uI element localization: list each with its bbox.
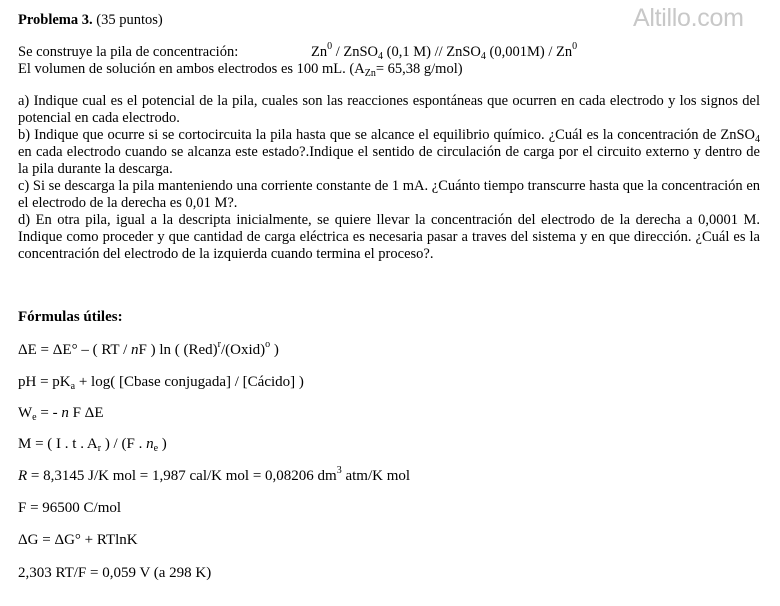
f5-b: atm/K mol: [341, 468, 411, 484]
f1-d: ): [270, 342, 279, 358]
problem-header: [18, 12, 163, 29]
problem-questions: [18, 93, 760, 263]
formula-nernst-constant: 2,303 RT/F = 0,059 V (a 298 K): [18, 565, 212, 581]
cell-s2-sub: 4: [480, 51, 486, 62]
f5-r: R: [18, 468, 28, 484]
f5-sup: 3: [336, 465, 342, 476]
f3-a: W: [18, 405, 33, 421]
question-b-sub: 4: [755, 134, 760, 145]
cell-zn2-sup: 0: [572, 41, 578, 52]
cell-s1-conc: (0,1 M) // ZnSO: [383, 44, 481, 60]
intro-volume: El volumen de solución en ambos electrodos es 100 mL. (A: [18, 61, 365, 77]
cell-notation: [311, 41, 578, 62]
problem-points: (35 puntos): [96, 12, 163, 28]
intro-line-2: [18, 61, 763, 78]
f3-c: F ΔE: [68, 405, 104, 421]
intro-zn-sub: Zn: [364, 68, 376, 79]
f4-sub2: e: [153, 443, 159, 454]
f4-a: M = ( I . t . A: [18, 436, 98, 452]
f1-a: ΔE = ΔE° – ( RT /: [18, 342, 131, 358]
formula-gibbs: ΔG = ΔG° + RTlnK: [18, 532, 138, 548]
formula-nernst: [18, 339, 279, 359]
f2-a: pH = pK: [18, 374, 71, 390]
f1-n: n: [130, 342, 139, 358]
question-b-part1: b) Indique que ocurre si se cortocircuita la pila hasta que se alcance el equilibrio químico. ¿Cuál es la concentración de ZnSO: [18, 127, 755, 143]
question-c: c) Si se descarga la pila manteniendo una corriente constante de 1 mA. ¿Cuánto tiempo transcurre hasta que la concentración en el electrodo de la derecha es 0,01 M?.: [18, 178, 760, 211]
question-d: d) En otra pila, igual a la descripta inicialmente, se quiere llevar la concentración del electrodo de la derecha a 0,0001 M. Indique como proceder y que cantidad de carga eléctrica es necesaria pasar a traves del sistema y en que dirección. ¿Cuál es la concentración del electrodo de la izquierda cuando termina el proceso?.: [18, 212, 760, 262]
question-a: a) Indique cual es el potencial de la pila, cuales son las reacciones espontáneas que ocurren en cada electrodo y los signos del potencial en cada electrodo.: [18, 93, 760, 126]
f5-a: = 8,3145 J/K mol = 1,987 cal/K mol = 0,08206 dm: [27, 468, 337, 484]
f4-b: ) / (F .: [101, 436, 147, 452]
watermark: Altillo.com: [633, 4, 744, 32]
f1-c: /(Oxid): [220, 342, 266, 358]
f1-sup1: r: [217, 339, 221, 350]
formula-gas-constant: [18, 465, 411, 485]
intro-mass: = 65,38 g/mol): [375, 61, 463, 77]
formulas-title: Fórmulas útiles:: [18, 309, 123, 325]
cell-zn-sup: 0: [327, 41, 333, 52]
cell-s1-sub: 4: [378, 51, 384, 62]
cell-s1: / ZnSO: [332, 44, 379, 60]
f1-b: F ) ln ( (Red): [138, 342, 218, 358]
f3-b: = -: [36, 405, 62, 421]
cell-s2-conc: (0,001M) / Zn: [485, 44, 573, 60]
formula-ph: [18, 374, 304, 391]
f1-sup2: o: [265, 339, 271, 350]
question-b-part2: en cada electrodo cuando se alcanza este estado?.Indique el sentido de circulación de carga por el circuito externo y dentro de la pila durante la descarga.: [18, 144, 760, 177]
cell-zn: Zn: [311, 44, 328, 60]
problem-intro: [18, 41, 763, 79]
question-b: [18, 127, 760, 178]
f3-n: n: [61, 405, 69, 421]
formula-mass: [18, 436, 167, 453]
f2-b: + log( [Cbase conjugada] / [Cácido] ): [75, 374, 304, 390]
f4-n: n: [146, 436, 154, 452]
intro-text: Se construye la pila de concentración:: [18, 44, 239, 60]
problem-title: Problema 3.: [18, 12, 93, 28]
formula-faraday: F = 96500 C/mol: [18, 500, 122, 516]
f2-sub: a: [70, 381, 76, 392]
f4-sub1: r: [97, 443, 102, 454]
intro-line-1: [18, 41, 763, 62]
f4-c: ): [158, 436, 167, 452]
formula-work: [18, 405, 104, 422]
f3-sub: e: [32, 412, 37, 423]
